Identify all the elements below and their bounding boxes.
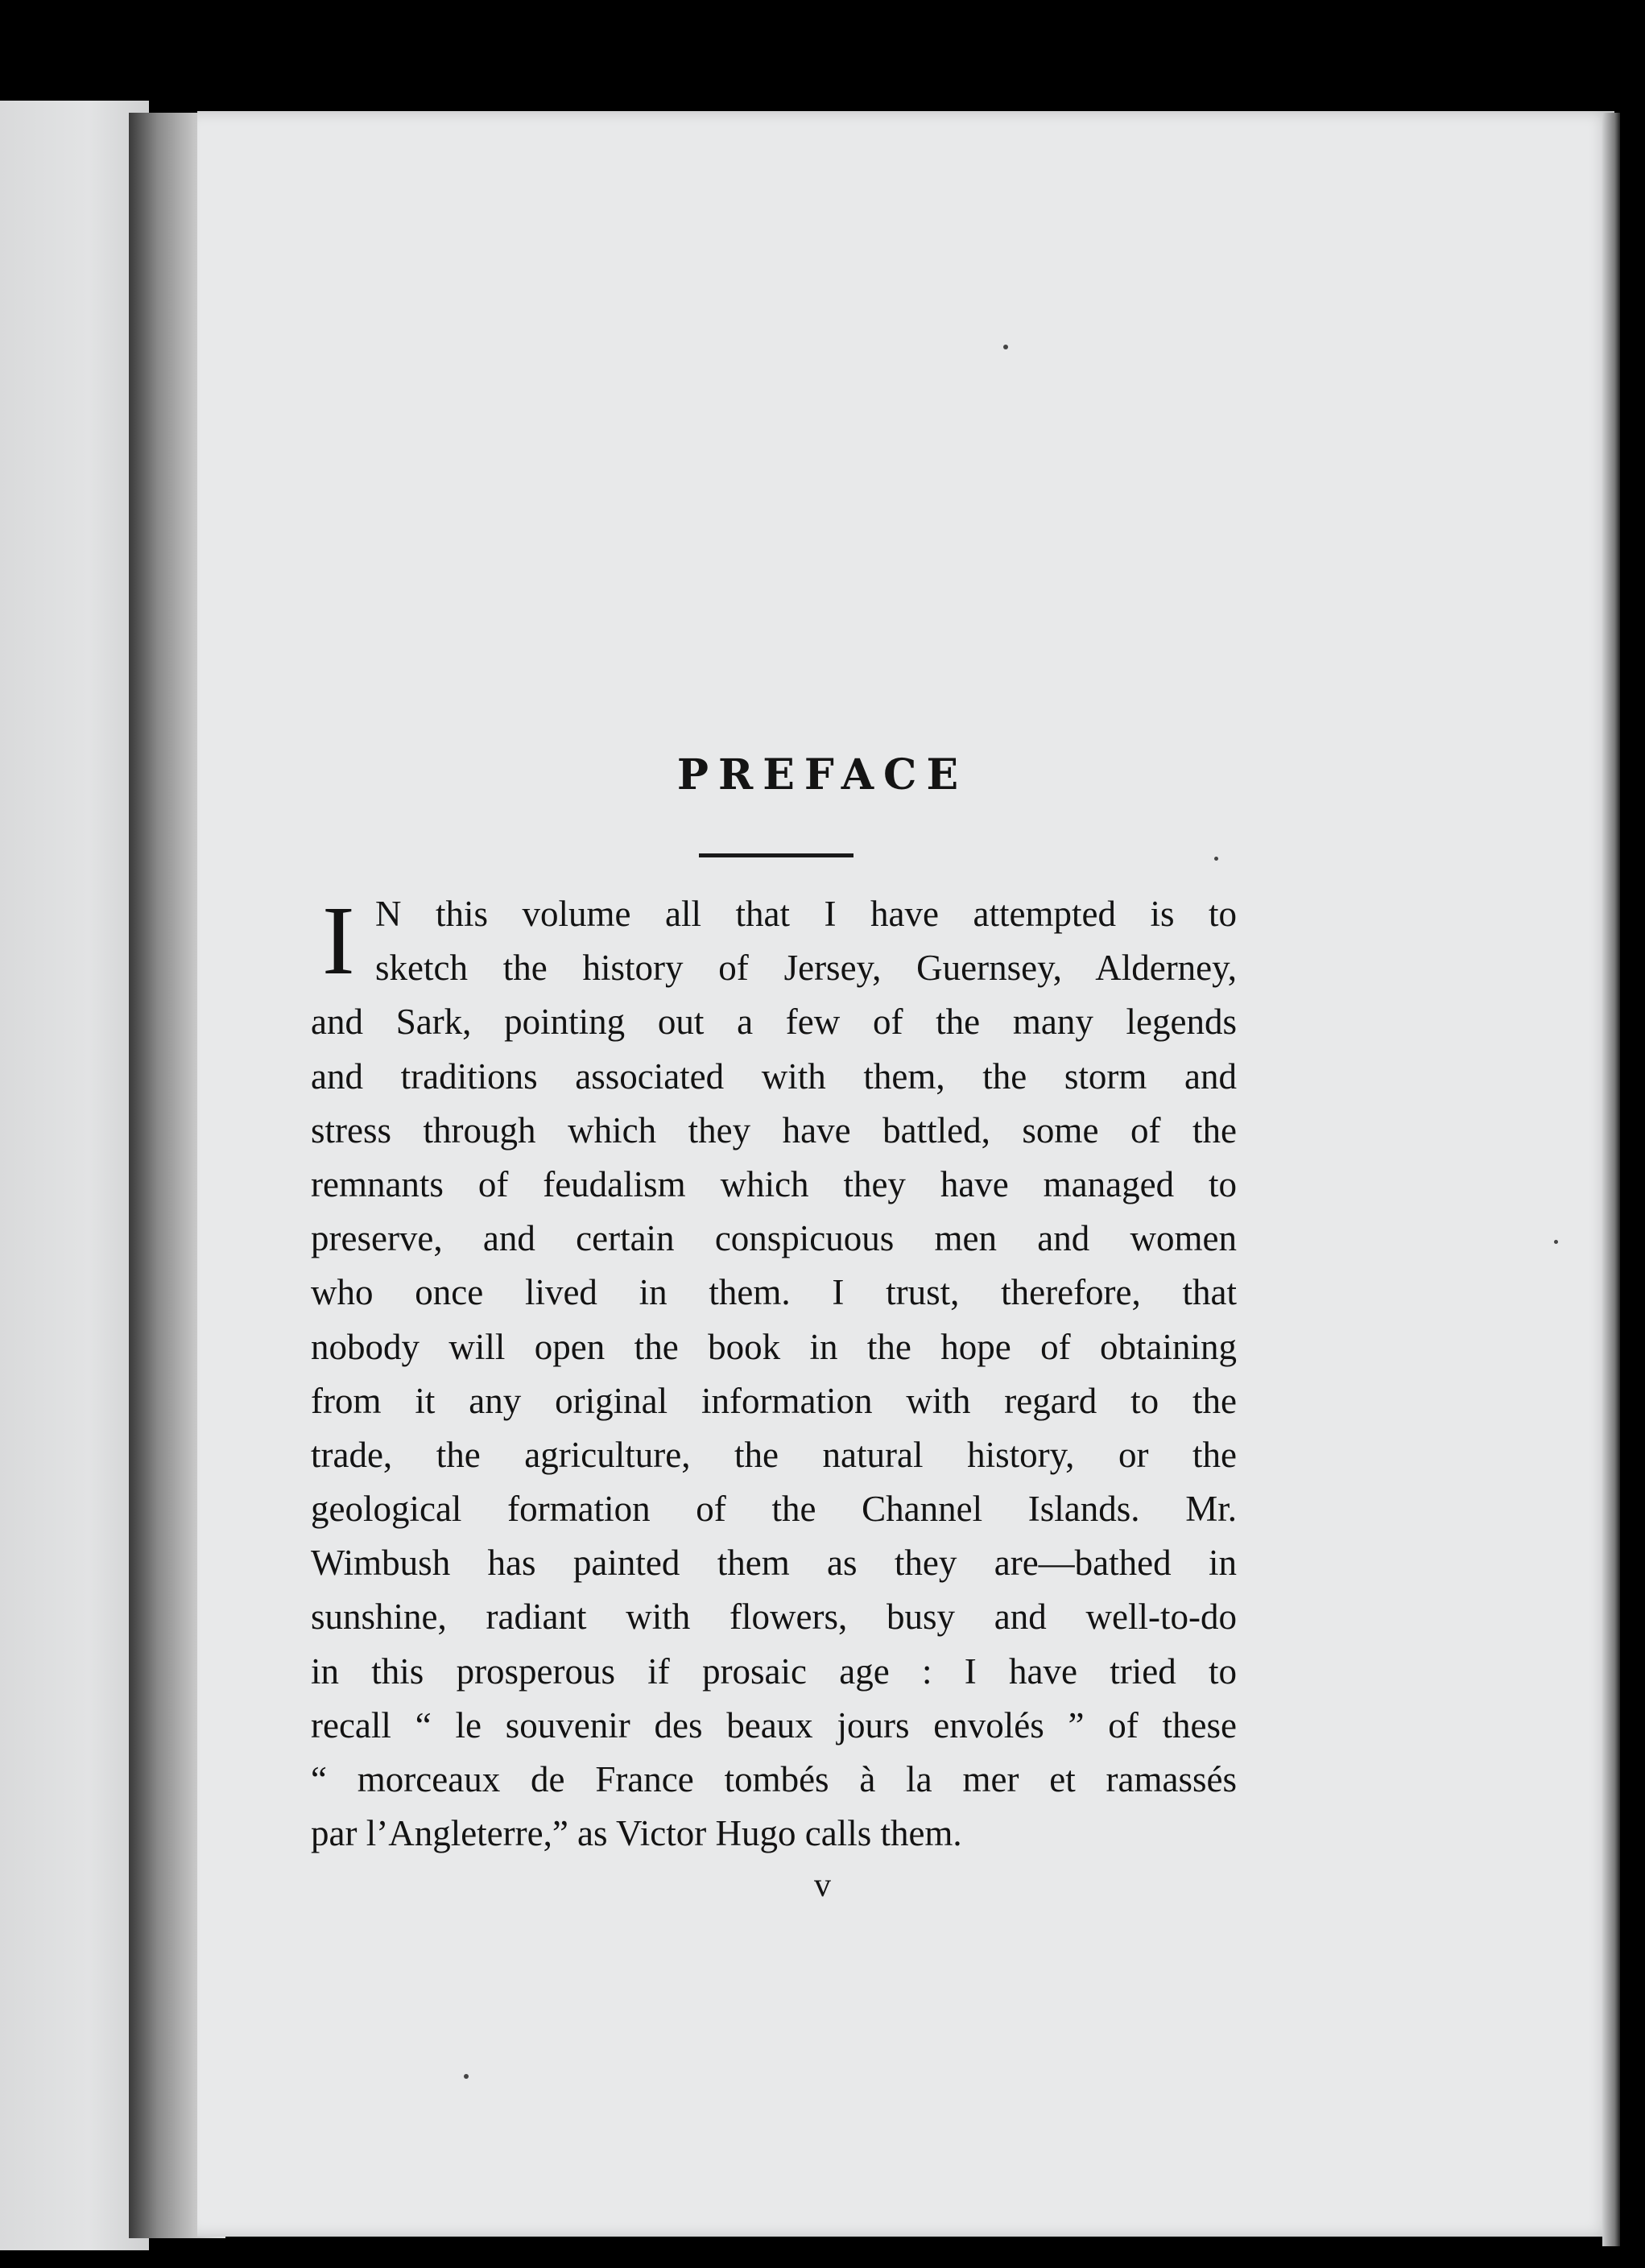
text-line: recall “ le souvenir des beaux jours envolés ” of these bbox=[311, 1704, 1237, 1745]
text-line: geological formation of the Channel Islands. Mr. bbox=[311, 1489, 1237, 1530]
text-line: Wimbush has painted them as they are—bathed in bbox=[311, 1543, 1237, 1584]
paper-speck bbox=[464, 2074, 469, 2079]
text-line: “ morceaux de France tombés à la mer et ramassés bbox=[311, 1759, 1237, 1799]
preface-body bbox=[311, 887, 1237, 1861]
text-line: stress through which they have battled, some of the bbox=[311, 1109, 1237, 1151]
text-line: remnants of feudalism which they have managed to bbox=[311, 1163, 1237, 1204]
text-line: nobody will open the book in the hope of obtaining bbox=[311, 1326, 1237, 1367]
page-right-edge bbox=[1602, 113, 1620, 2246]
text-line: trade, the agriculture, the natural history, or the bbox=[311, 1434, 1237, 1475]
facing-page-edge bbox=[0, 101, 149, 2250]
title-rule bbox=[699, 853, 853, 857]
page-number: v bbox=[814, 1867, 831, 1904]
text-line: N this volume all that I have attempted is to bbox=[375, 894, 1237, 934]
drop-cap-initial: I bbox=[322, 886, 355, 995]
text-line: in this prosperous if prosaic age : I have tried to bbox=[311, 1650, 1237, 1692]
preface-title: PREFACE bbox=[676, 750, 969, 799]
paper-speck bbox=[1214, 857, 1218, 861]
text-line: and traditions associated with them, the storm and bbox=[311, 1056, 1237, 1097]
text-line: from it any original information with regard to the bbox=[311, 1380, 1237, 1421]
text-line: and Sark, pointing out a few of the many legends bbox=[311, 1002, 1237, 1043]
text-line: who once lived in them. I trust, therefore, that bbox=[311, 1272, 1237, 1313]
text-line: par l’Angleterre,” as Victor Hugo calls them. bbox=[311, 1813, 962, 1854]
paper-speck bbox=[1554, 1240, 1558, 1244]
paper-speck bbox=[1003, 345, 1008, 349]
text-line: sunshine, radiant with flowers, busy and well-to-do bbox=[311, 1597, 1237, 1638]
text-line: sketch the history of Jersey, Guernsey, Alderney, bbox=[375, 948, 1237, 989]
text-line: preserve, and certain conspicuous men and women bbox=[311, 1218, 1237, 1259]
